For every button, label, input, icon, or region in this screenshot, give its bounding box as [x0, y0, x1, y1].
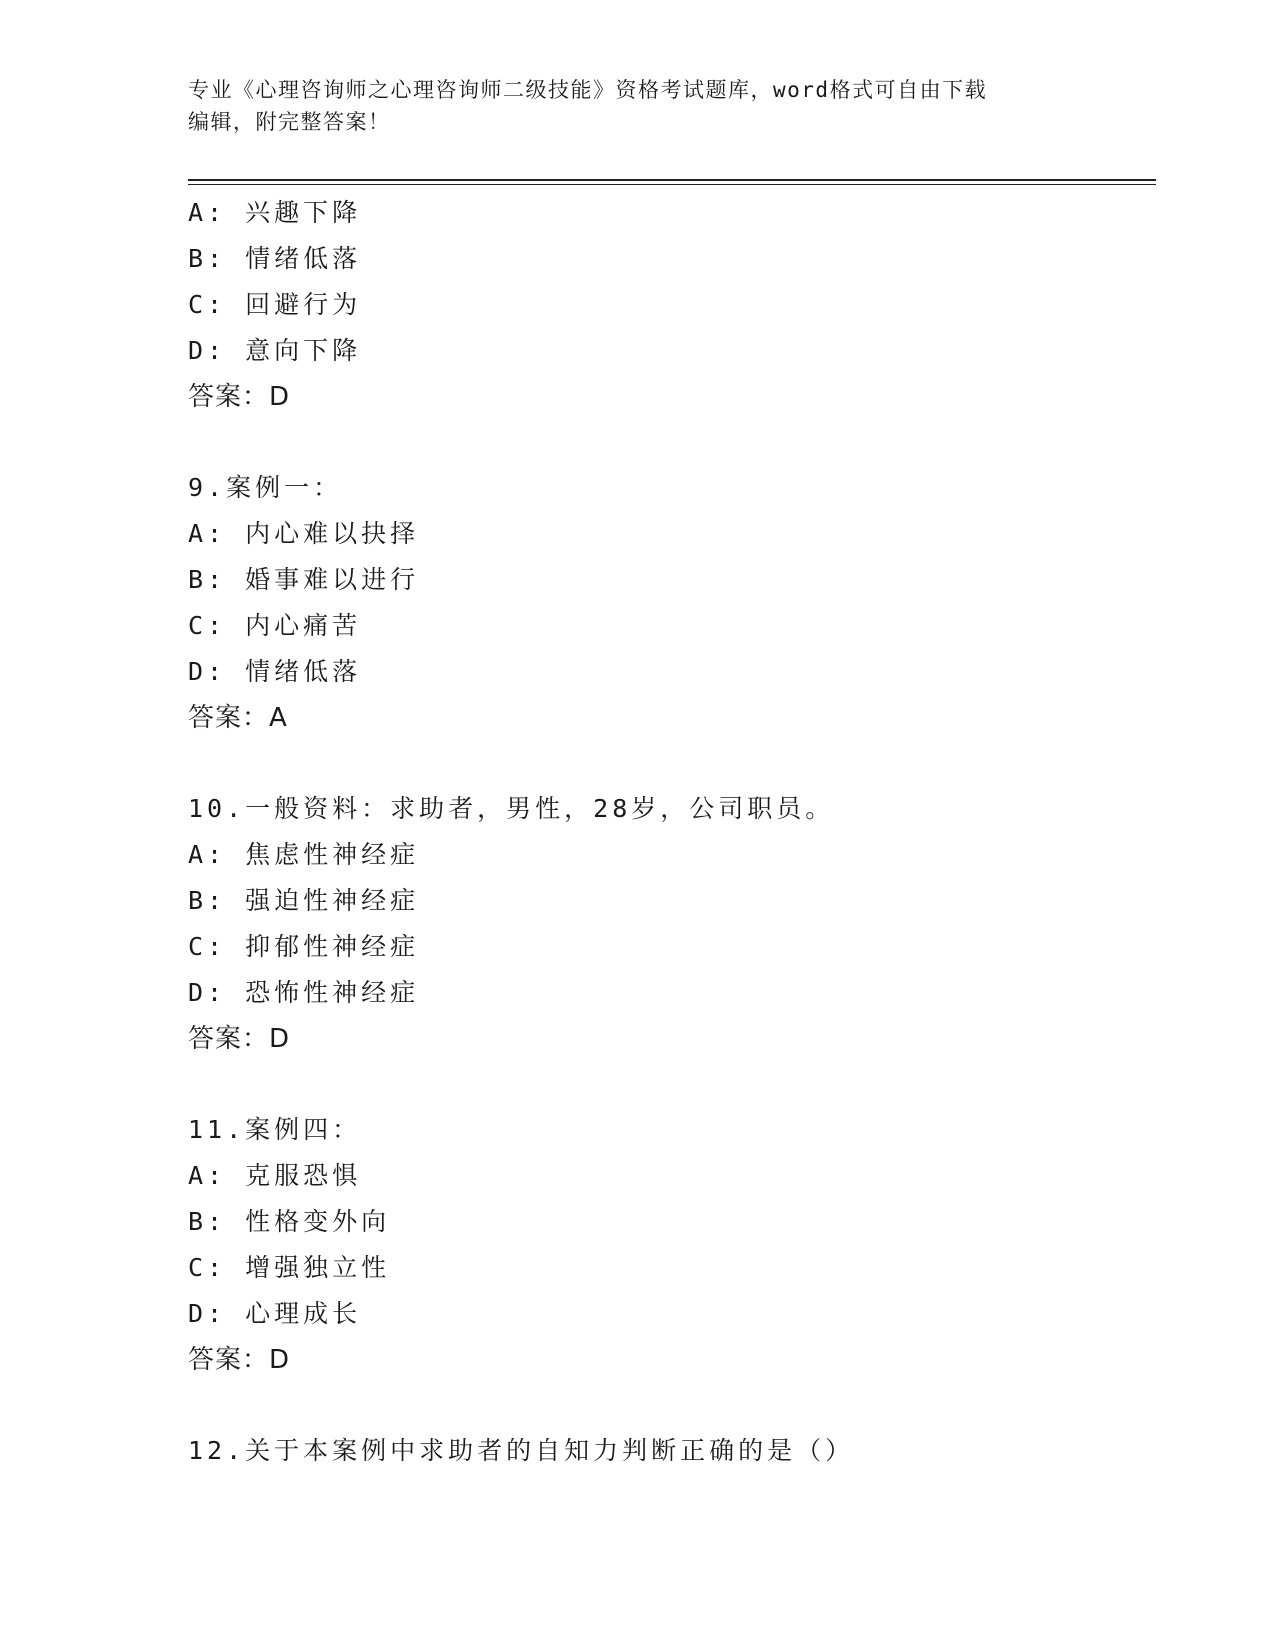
q11-answer: 答案：D [188, 1345, 291, 1375]
q9-answer: 答案：A [188, 703, 288, 733]
header-line-1: 专业《心理咨询师之心理咨询师二级技能》资格考试题库，word格式可自由下载 [188, 78, 988, 102]
q11-option-b: B: 性格变外向 [188, 1207, 391, 1236]
q10-title: 10.一般资料：求助者，男性，28岁，公司职员。 [188, 794, 835, 823]
q8-option-d: D: 意向下降 [188, 336, 362, 365]
q8-answer: 答案：D [188, 382, 291, 412]
q12-title: 12.关于本案例中求助者的自知力判断正确的是（） [188, 1436, 855, 1465]
q8-option-a: A: 兴趣下降 [188, 198, 362, 227]
q9-option-a: A: 内心难以抉择 [188, 519, 420, 548]
q8-option-b: B: 情绪低落 [188, 244, 362, 273]
header-divider-thick [188, 179, 1156, 181]
q11-option-c: C: 增强独立性 [188, 1253, 391, 1282]
header-divider-thin [188, 184, 1156, 185]
q10-answer: 答案：D [188, 1024, 291, 1054]
header-line-2: 编辑，附完整答案！ [188, 110, 391, 134]
q11-option-a: A: 克服恐惧 [188, 1161, 362, 1190]
q9-option-d: D: 情绪低落 [188, 657, 362, 686]
q10-option-a: A: 焦虑性神经症 [188, 840, 420, 869]
q9-title: 9.案例一： [188, 473, 343, 502]
q10-option-c: C: 抑郁性神经症 [188, 932, 420, 961]
q9-option-b: B: 婚事难以进行 [188, 565, 420, 594]
q11-option-d: D: 心理成长 [188, 1299, 362, 1328]
q10-option-d: D: 恐怖性神经症 [188, 978, 420, 1007]
q9-option-c: C: 内心痛苦 [188, 611, 362, 640]
q8-option-c: C: 回避行为 [188, 290, 362, 319]
q10-option-b: B: 强迫性神经症 [188, 886, 420, 915]
question-list [188, 190, 1156, 1474]
q11-title: 11.案例四： [188, 1115, 362, 1144]
document-header [188, 74, 1068, 138]
